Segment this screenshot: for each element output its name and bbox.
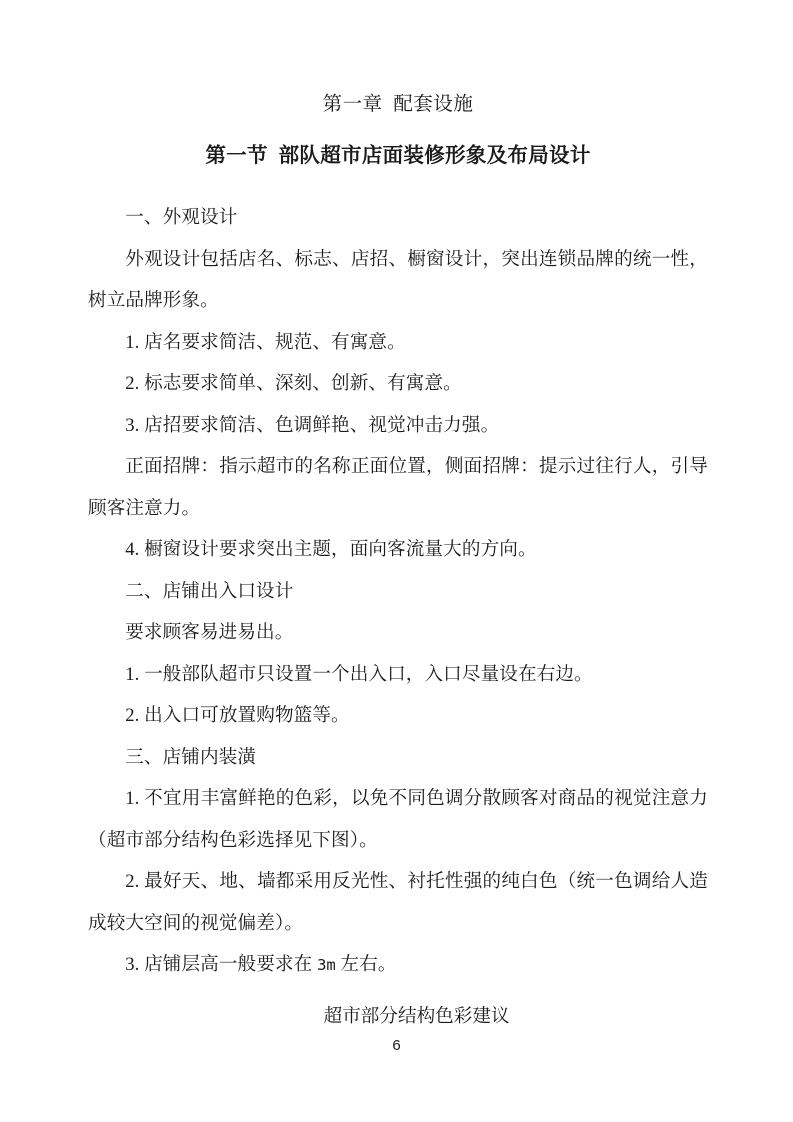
list-item-shopping-baskets: 2. 出入口可放置购物篮等。 xyxy=(125,705,350,726)
ceiling-height-suffix: 左右。 xyxy=(335,954,397,975)
list-item-single-entrance: 1. 一般部队超市只设置一个出入口，入口尽量设在右边。 xyxy=(125,663,593,685)
paragraph-heading-appearance-design: 一、外观设计 xyxy=(125,207,238,228)
ceiling-height-prefix: 3. 店铺层高一般要求在 xyxy=(125,954,318,975)
chapter-title: 第一章 配套设施 xyxy=(322,94,474,115)
list-item-display-window: 4. 橱窗设计要求突出主题，面向客流量大的方向。 xyxy=(125,539,537,560)
list-item-avoid-rich-colors: 1. 不宜用丰富鲜艳的色彩，以免不同色调分散顾客对商品的视觉注意力（超市部分结构色彩选择见下图）。 xyxy=(88,788,708,851)
section-title: 第一节 部队超市店面装修形象及布局设计 xyxy=(205,145,591,167)
page-number: 6 xyxy=(392,1037,401,1054)
paragraph-front-and-side-signage: 正面招牌：指示超市的名称正面位置，侧面招牌：提示过往行人，引导顾客注意力。 xyxy=(88,456,708,519)
list-item-white-reflective-surfaces: 2. 最好天、地、墙都采用反光性、衬托性强的纯白色（统一色调给人造成较大空间的视觉偏差）。 xyxy=(88,871,708,934)
paragraph-heading-interior-decoration: 三、店铺内装潢 xyxy=(125,746,257,768)
list-item-ceiling-height xyxy=(88,944,708,987)
paragraph-entrance-requirement: 要求顾客易进易出。 xyxy=(125,622,294,643)
paragraph-heading-entrance-design: 二、店铺出入口设计 xyxy=(125,580,294,602)
list-item-store-name: 1. 店名要求简洁、规范、有寓意。 xyxy=(125,331,406,353)
list-item-storefront-sign: 3. 店招要求简洁、色调鲜艳、视觉冲击力强。 xyxy=(125,414,500,436)
document-body xyxy=(88,0,708,1037)
list-item-logo: 2. 标志要求简单、深刻、创新、有寓意。 xyxy=(125,373,462,394)
paragraph-appearance-overview: 外观设计包括店名、标志、店招、橱窗设计，突出连锁品牌的统一性，树立品牌形象。 xyxy=(88,248,708,311)
figure-caption: 超市部分结构色彩建议 xyxy=(323,1005,510,1027)
ceiling-height-measure: 3m xyxy=(317,956,336,974)
